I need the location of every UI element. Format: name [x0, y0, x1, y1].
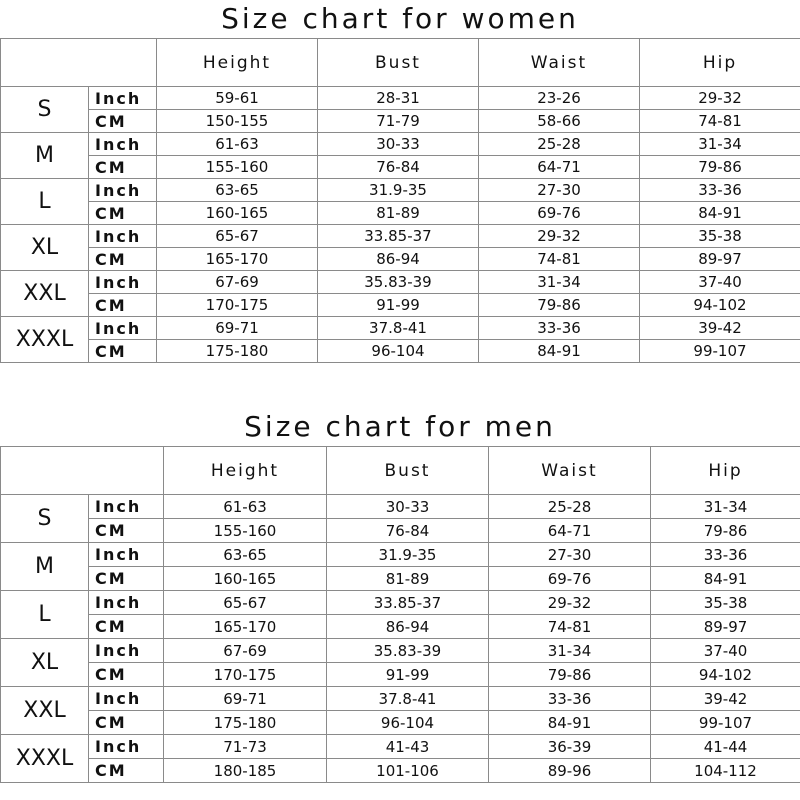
measurement-cell: 35.83-39	[327, 639, 489, 663]
unit-label: CM	[89, 156, 157, 179]
measurement-cell: 31.9-35	[318, 179, 479, 202]
measurement-cell: 71-79	[318, 110, 479, 133]
table-row	[1, 591, 800, 615]
measurement-cell: 33-36	[651, 543, 800, 567]
measurement-cell: 79-86	[479, 294, 640, 317]
header-blank-cell	[1, 447, 164, 495]
measurement-cell: 175-180	[164, 711, 327, 735]
size-label: S	[1, 495, 89, 543]
unit-label: CM	[89, 294, 157, 317]
measurement-cell: 180-185	[164, 759, 327, 783]
unit-label: CM	[89, 519, 164, 543]
measurement-cell: 36-39	[489, 735, 651, 759]
column-header: Bust	[327, 447, 489, 495]
measurement-cell: 58-66	[479, 110, 640, 133]
measurement-cell: 76-84	[327, 519, 489, 543]
unit-label: Inch	[89, 133, 157, 156]
measurement-cell: 33.85-37	[318, 225, 479, 248]
size-label: XXXL	[1, 317, 89, 363]
measurement-cell: 104-112	[651, 759, 800, 783]
table-row	[1, 567, 800, 591]
table-row	[1, 110, 800, 133]
measurement-cell: 84-91	[640, 202, 800, 225]
table-row	[1, 495, 800, 519]
measurement-cell: 89-97	[640, 248, 800, 271]
table-row	[1, 202, 800, 225]
table-row	[1, 87, 800, 110]
measurement-cell: 94-102	[640, 294, 800, 317]
measurement-cell: 63-65	[157, 179, 318, 202]
measurement-cell: 27-30	[479, 179, 640, 202]
measurement-cell: 76-84	[318, 156, 479, 179]
table-row	[1, 225, 800, 248]
measurement-cell: 29-32	[640, 87, 800, 110]
table-row	[1, 294, 800, 317]
column-header: Waist	[479, 39, 640, 87]
measurement-cell: 79-86	[489, 663, 651, 687]
measurement-cell: 67-69	[164, 639, 327, 663]
column-header: Waist	[489, 447, 651, 495]
measurement-cell: 69-76	[489, 567, 651, 591]
measurement-cell: 31-34	[651, 495, 800, 519]
measurement-cell: 155-160	[164, 519, 327, 543]
measurement-cell: 37-40	[640, 271, 800, 294]
measurement-cell: 39-42	[640, 317, 800, 340]
measurement-cell: 165-170	[164, 615, 327, 639]
measurement-cell: 96-104	[327, 711, 489, 735]
measurement-cell: 155-160	[157, 156, 318, 179]
measurement-cell: 30-33	[318, 133, 479, 156]
unit-label: Inch	[89, 225, 157, 248]
unit-label: CM	[89, 615, 164, 639]
measurement-cell: 101-106	[327, 759, 489, 783]
women-chart-title: Size chart for women	[221, 2, 579, 35]
unit-label: Inch	[89, 591, 164, 615]
column-header: Bust	[318, 39, 479, 87]
table-row	[1, 179, 800, 202]
measurement-cell: 99-107	[640, 340, 800, 363]
measurement-cell: 91-99	[318, 294, 479, 317]
table-row	[1, 156, 800, 179]
measurement-cell: 74-81	[489, 615, 651, 639]
measurement-cell: 175-180	[157, 340, 318, 363]
women-size-table	[0, 38, 800, 363]
measurement-cell: 63-65	[164, 543, 327, 567]
measurement-cell: 25-28	[479, 133, 640, 156]
measurement-cell: 41-43	[327, 735, 489, 759]
measurement-cell: 79-86	[651, 519, 800, 543]
measurement-cell: 74-81	[479, 248, 640, 271]
size-label: L	[1, 591, 89, 639]
measurement-cell: 37-40	[651, 639, 800, 663]
size-label: S	[1, 87, 89, 133]
measurement-cell: 165-170	[157, 248, 318, 271]
measurement-cell: 41-44	[651, 735, 800, 759]
table-row	[1, 133, 800, 156]
unit-label: Inch	[89, 639, 164, 663]
size-label: XL	[1, 639, 89, 687]
unit-label: Inch	[89, 735, 164, 759]
measurement-cell: 86-94	[318, 248, 479, 271]
measurement-cell: 69-71	[157, 317, 318, 340]
table-row	[1, 615, 800, 639]
size-label: M	[1, 543, 89, 591]
measurement-cell: 33.85-37	[327, 591, 489, 615]
table-row	[1, 687, 800, 711]
measurement-cell: 94-102	[651, 663, 800, 687]
column-header: Height	[164, 447, 327, 495]
measurement-cell: 28-31	[318, 87, 479, 110]
unit-label: CM	[89, 711, 164, 735]
measurement-cell: 29-32	[489, 591, 651, 615]
unit-label: Inch	[89, 317, 157, 340]
measurement-cell: 160-165	[164, 567, 327, 591]
measurement-cell: 99-107	[651, 711, 800, 735]
measurement-cell: 84-91	[479, 340, 640, 363]
table-row	[1, 340, 800, 363]
table-row	[1, 317, 800, 340]
measurement-cell: 64-71	[479, 156, 640, 179]
table-row	[1, 271, 800, 294]
measurement-cell: 89-97	[651, 615, 800, 639]
measurement-cell: 31-34	[479, 271, 640, 294]
measurement-cell: 81-89	[327, 567, 489, 591]
header-blank-cell	[1, 39, 157, 87]
measurement-cell: 81-89	[318, 202, 479, 225]
measurement-cell: 33-36	[489, 687, 651, 711]
measurement-cell: 31-34	[489, 639, 651, 663]
measurement-cell: 71-73	[164, 735, 327, 759]
unit-label: CM	[89, 663, 164, 687]
men-size-table	[0, 446, 800, 783]
column-header: Hip	[651, 447, 800, 495]
table-row	[1, 248, 800, 271]
measurement-cell: 27-30	[489, 543, 651, 567]
size-label: XXXL	[1, 735, 89, 783]
table-row	[1, 759, 800, 783]
measurement-cell: 31-34	[640, 133, 800, 156]
unit-label: CM	[89, 759, 164, 783]
measurement-cell: 67-69	[157, 271, 318, 294]
size-label: L	[1, 179, 89, 225]
size-label: XXL	[1, 271, 89, 317]
measurement-cell: 33-36	[479, 317, 640, 340]
measurement-cell: 61-63	[157, 133, 318, 156]
measurement-cell: 79-86	[640, 156, 800, 179]
unit-label: Inch	[89, 271, 157, 294]
measurement-cell: 170-175	[164, 663, 327, 687]
women-header-row	[1, 39, 800, 87]
men-chart-title: Size chart for men	[244, 410, 556, 443]
measurement-cell: 23-26	[479, 87, 640, 110]
unit-label: Inch	[89, 179, 157, 202]
measurement-cell: 91-99	[327, 663, 489, 687]
column-header: Height	[157, 39, 318, 87]
measurement-cell: 89-96	[489, 759, 651, 783]
measurement-cell: 69-76	[479, 202, 640, 225]
measurement-cell: 35.83-39	[318, 271, 479, 294]
measurement-cell: 64-71	[489, 519, 651, 543]
column-header: Hip	[640, 39, 800, 87]
measurement-cell: 30-33	[327, 495, 489, 519]
table-row	[1, 663, 800, 687]
unit-label: CM	[89, 567, 164, 591]
measurement-cell: 65-67	[157, 225, 318, 248]
measurement-cell: 29-32	[479, 225, 640, 248]
measurement-cell: 25-28	[489, 495, 651, 519]
measurement-cell: 37.8-41	[318, 317, 479, 340]
unit-label: Inch	[89, 687, 164, 711]
measurement-cell: 61-63	[164, 495, 327, 519]
measurement-cell: 59-61	[157, 87, 318, 110]
table-row	[1, 711, 800, 735]
measurement-cell: 31.9-35	[327, 543, 489, 567]
measurement-cell: 150-155	[157, 110, 318, 133]
measurement-cell: 35-38	[640, 225, 800, 248]
measurement-cell: 96-104	[318, 340, 479, 363]
unit-label: Inch	[89, 543, 164, 567]
unit-label: CM	[89, 110, 157, 133]
size-label: XL	[1, 225, 89, 271]
size-label: M	[1, 133, 89, 179]
table-row	[1, 543, 800, 567]
measurement-cell: 65-67	[164, 591, 327, 615]
measurement-cell: 86-94	[327, 615, 489, 639]
unit-label: CM	[89, 340, 157, 363]
measurement-cell: 160-165	[157, 202, 318, 225]
men-header-row	[1, 447, 800, 495]
unit-label: CM	[89, 248, 157, 271]
unit-label: Inch	[89, 87, 157, 110]
table-row	[1, 735, 800, 759]
measurement-cell: 84-91	[489, 711, 651, 735]
measurement-cell: 33-36	[640, 179, 800, 202]
measurement-cell: 170-175	[157, 294, 318, 317]
measurement-cell: 39-42	[651, 687, 800, 711]
table-row	[1, 639, 800, 663]
measurement-cell: 74-81	[640, 110, 800, 133]
measurement-cell: 69-71	[164, 687, 327, 711]
size-label: XXL	[1, 687, 89, 735]
unit-label: Inch	[89, 495, 164, 519]
table-row	[1, 519, 800, 543]
unit-label: CM	[89, 202, 157, 225]
measurement-cell: 35-38	[651, 591, 800, 615]
measurement-cell: 37.8-41	[327, 687, 489, 711]
measurement-cell: 84-91	[651, 567, 800, 591]
